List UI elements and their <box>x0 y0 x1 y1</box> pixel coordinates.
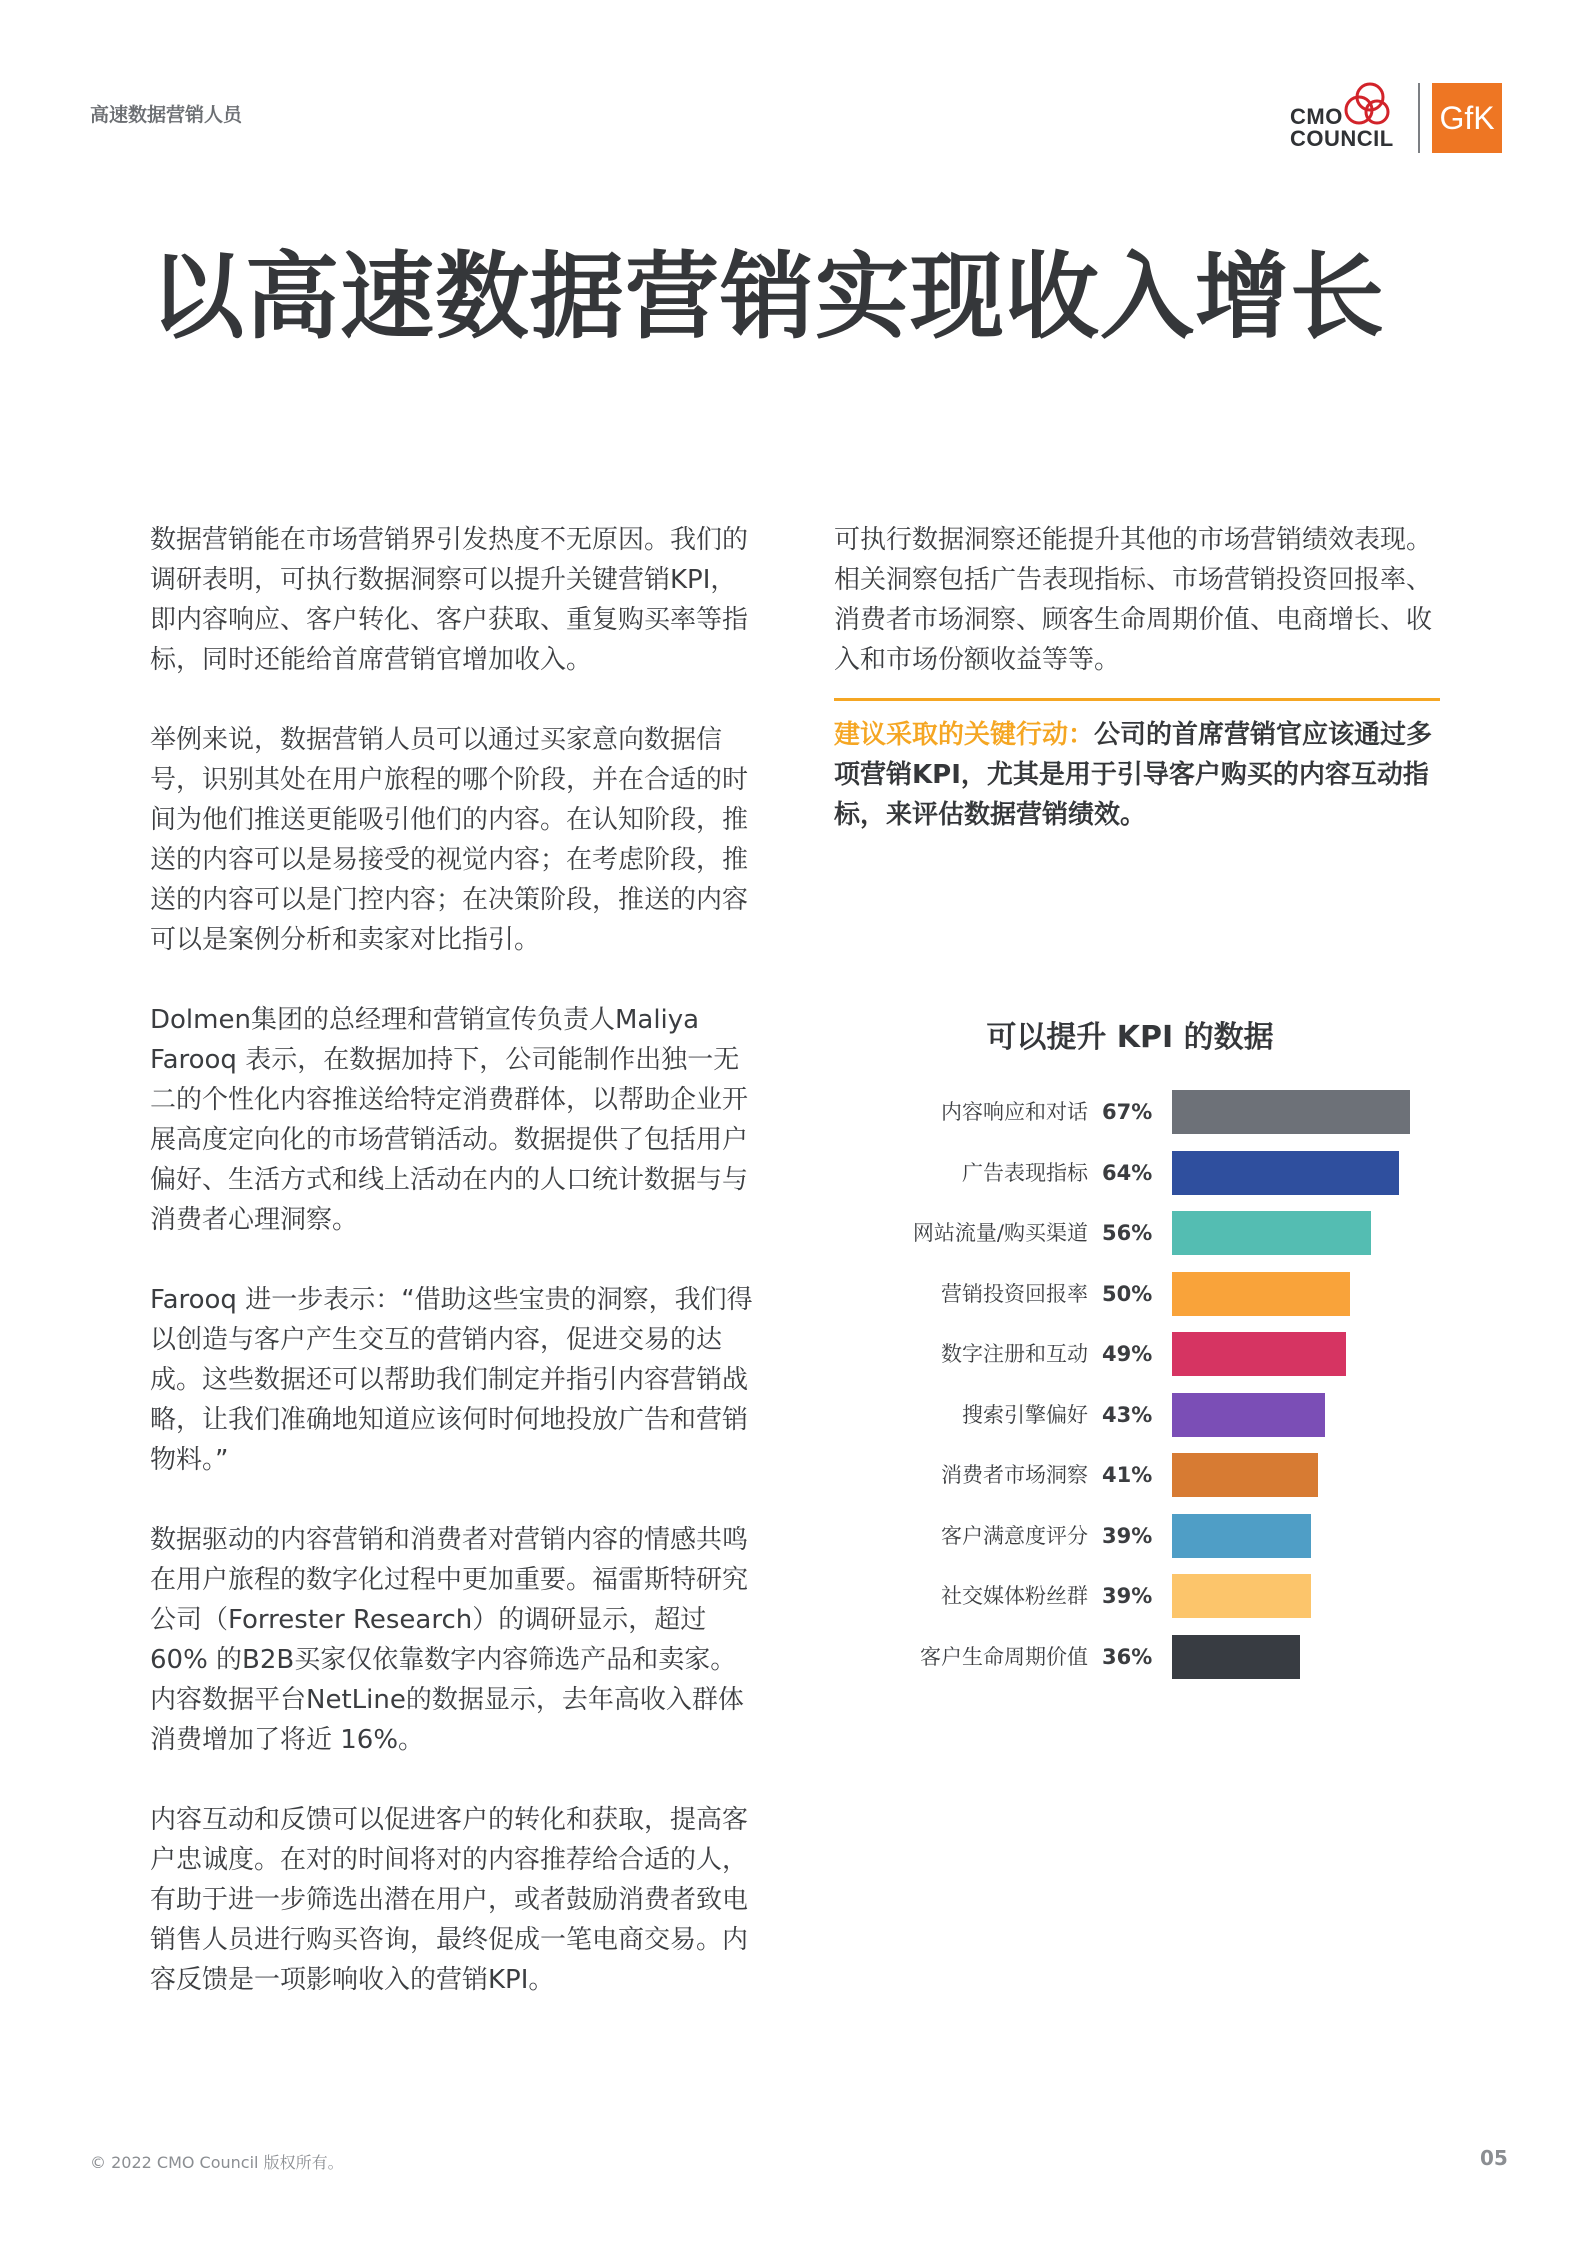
bar <box>1172 1393 1325 1437</box>
bar <box>1172 1332 1346 1376</box>
bar-label: 内容响应和对话 <box>941 1100 1088 1124</box>
copyright: © 2022 CMO Council 版权所有。 <box>90 2153 344 2172</box>
bar-value: 39% <box>1102 1584 1153 1608</box>
bar-value: 36% <box>1102 1644 1153 1669</box>
bar-label: 网站流量/购买渠道 <box>912 1221 1088 1245</box>
bar-label: 消费者市场洞察 <box>941 1463 1088 1487</box>
bar <box>1172 1211 1371 1255</box>
kpi-chart <box>880 1000 1480 1700</box>
chart-title: 可以提升 KPI 的数据 <box>986 1020 1274 1055</box>
body-paragraph-1: 数据营销能在市场营销界引发热度不无原因。我们的调研表明，可执行数据洞察可以提升关键营销KPI，即内容响应、客户转化、客户获取、重复购买率等指标，同时还能给首席营销官增加收入。 <box>150 525 749 675</box>
callout-rule <box>834 698 1440 701</box>
cmo-logo-text: CMO <box>1290 104 1343 129</box>
bar-label: 营销投资回报率 <box>941 1281 1088 1306</box>
bar <box>1172 1151 1399 1195</box>
bar-value: 67% <box>1102 1100 1153 1124</box>
bar-label: 广告表现指标 <box>962 1160 1088 1185</box>
running-title: 高速数据营销人员 <box>90 104 243 126</box>
gfk-logo: GfK <box>1432 83 1502 153</box>
right-column <box>834 520 1454 875</box>
body-paragraph-6: 内容互动和反馈可以促进客户的转化和获取，提高客户忠诚度。在对的时间将对的内容推荐给合适的人，有助于进一步筛选出潜在用户，或者鼓励消费者致电销售人员进行购买咨询，最终促成一笔电商交易。内容反馈是一项影响收入的营销KPI。 <box>150 1805 749 1995</box>
bar-label: 搜索引擎偏好 <box>962 1402 1088 1427</box>
bar-label: 客户生命周期价值 <box>920 1644 1088 1669</box>
bar-value: 64% <box>1102 1160 1153 1185</box>
bar-value: 41% <box>1102 1463 1153 1487</box>
cmo-rings-icon <box>1340 80 1392 130</box>
page-title: 以高速数据营销实现收入增长 <box>150 243 1386 352</box>
key-action-text: 公司的首席营销官应该通过多项营销KPI，尤其是用于引导客户购买的内容互动指标，来评估数据营销绩效。 <box>834 720 1433 830</box>
right-paragraph: 可执行数据洞察还能提升其他的市场营销绩效表现。相关洞察包括广告表现指标、市场营销投资回报率、消费者市场洞察、顾客生命周期价值、电商增长、收入和市场份额收益等等。 <box>834 525 1433 675</box>
page-number: 05 <box>1480 2146 1508 2170</box>
bar-value: 39% <box>1102 1523 1153 1548</box>
left-column <box>150 520 760 2040</box>
bar <box>1172 1574 1311 1618</box>
body-paragraph-5: 数据驱动的内容营销和消费者对营销内容的情感共鸣在用户旅程的数字化过程中更加重要。福雷斯特研究公司（Forrester Research）的调研显示，超过 60% 的B2B买家仅依靠数字内容筛选产品和卖家。内容数据平台NetLine的数据显示，去年高收入群体消费增加了将近 16%。 <box>150 1525 749 1755</box>
logo-divider <box>1418 83 1420 153</box>
bar <box>1172 1272 1350 1316</box>
body-paragraph-4: Farooq 进一步表示：“借助这些宝贵的洞察，我们得以创造与客户产生交互的营销内容，促进交易的达成。这些数据还可以帮助我们制定并指引内容营销战略，让我们准确地知道应该何时何地投放广告和营销物料。” <box>150 1285 753 1475</box>
key-action-callout <box>834 715 1454 835</box>
body-paragraph-3: Dolmen集团的总经理和营销宣传负责人Maliya Farooq 表示，在数据加持下，公司能制作出独一无二的个性化内容推送给特定消费群体，以帮助企业开展高度定向化的市场营销活动。数据提供了包括用户偏好、生活方式和线上活动在内的人口统计数据与与消费者心理洞察。 <box>150 1005 749 1235</box>
key-action-label: 建议采取的关键行动： <box>834 720 1095 750</box>
bar <box>1172 1635 1300 1679</box>
bar <box>1172 1514 1311 1558</box>
bar-label: 数字注册和互动 <box>941 1342 1088 1366</box>
bar-label: 社交媒体粉丝群 <box>941 1584 1088 1608</box>
bar-value: 43% <box>1102 1402 1153 1427</box>
bar <box>1172 1453 1318 1497</box>
bar-value: 49% <box>1102 1342 1153 1366</box>
council-logo-text: COUNCIL <box>1290 126 1394 151</box>
bar-value: 56% <box>1102 1221 1153 1245</box>
bar <box>1172 1090 1410 1134</box>
bar-label: 客户满意度评分 <box>941 1523 1088 1548</box>
partner-logos <box>1290 78 1520 158</box>
body-paragraph-2: 举例来说，数据营销人员可以通过买家意向数据信号，识别其处在用户旅程的哪个阶段，并在合适的时间为他们推送更能吸引他们的内容。在认知阶段，推送的内容可以是易接受的视觉内容；在考虑阶段，推送的内容可以是门控内容；在决策阶段，推送的内容可以是案例分析和卖家对比指引。 <box>150 725 749 955</box>
bar-value: 50% <box>1102 1281 1153 1306</box>
